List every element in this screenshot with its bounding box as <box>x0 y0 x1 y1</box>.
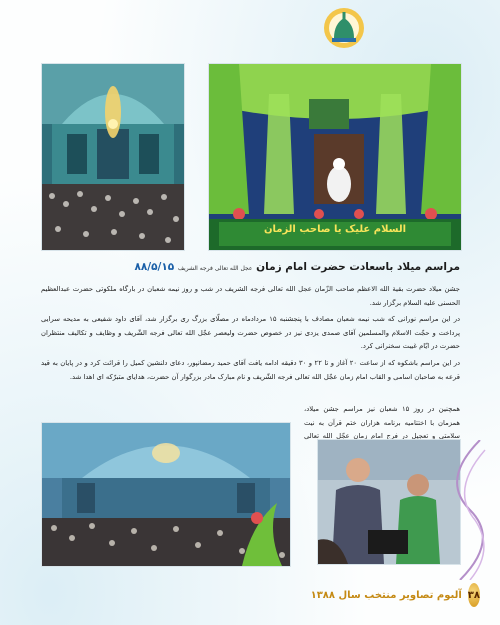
album-title: آلبوم تصاویر منتخب سال ۱۳۸۸ <box>310 589 462 601</box>
article-title-sub: عجل الله تعالی فرجه الشریف <box>177 265 253 272</box>
dome-logo-icon <box>322 6 366 50</box>
decorative-swirl-icon <box>430 440 490 580</box>
article-title-row <box>41 261 460 279</box>
article-paragraph-lower: همچنین در روز ۱۵ شعبان نیز مراسم جشن میلاد، همزمان با اختتامیه برنامه هزاران ختم قرآن به نیت سلامتی و تعجیل در فرج امام زمان عجّل الله تعالی <box>304 405 460 441</box>
page-number-badge: ۳۸ <box>468 583 480 607</box>
page-footer <box>310 583 480 607</box>
article-paragraph: جشن میلاد حضرت بقیة الله الاعظم صاحب الزّمان عجل الله تعالی فرجه الشریف در شب و روز نیمه شعبان در بارگاه ملکوتی حضرت عبدالعظیم الحسنی علیه السلام برگزار شد. <box>41 285 460 307</box>
article-paragraph: در این مراسم نورانی که شب نیمه شعبان مصادف با پنجشنبه ۱۵ مردادماه در مصلّای بزرگ ری برگزار شد، آقای داود شفیعی به مدیحه سرایی پرداخت و حجّت الاسلام والمسلمین آقای صمدی یزدی نیز در خصوص حضرت ولیعصر عجّل الله تعالی فرجه الشّریف و وظایف و تکالیف منتظران حضرت در ایّام غیبت سخنرانی کرد. <box>41 315 460 351</box>
article-title: مراسم میلاد باسعادت حضرت امام زمان <box>256 261 460 273</box>
shrine-interior-crowd-photo <box>41 63 185 251</box>
stage-banner-text: السلام علیک یا صاحب الزمان <box>263 224 407 235</box>
article-body <box>41 283 460 387</box>
article-paragraph: در این مراسم باشکوه که از ساعت ۲۰ آغاز و تا ۲۲ و ۳۰ دقیقه ادامه یافت آقای حمید رمضانپور، دعای دلنشین کمیل را قرائت کرد و در پایان به قید قرعه به صاحبان اسامی و القاب امام زمان عجّل الله تعالی فرجه الشّریف و نام مبارک مادر بزرگوار آن حضرت، هدایای متبرّکه ای اهدا شد. <box>41 358 460 381</box>
article-date: ۸۸/۵/۱۵ <box>134 261 175 273</box>
ceremony-stage-photo <box>208 63 462 251</box>
shrine-courtyard-crowd-photo <box>41 422 291 567</box>
